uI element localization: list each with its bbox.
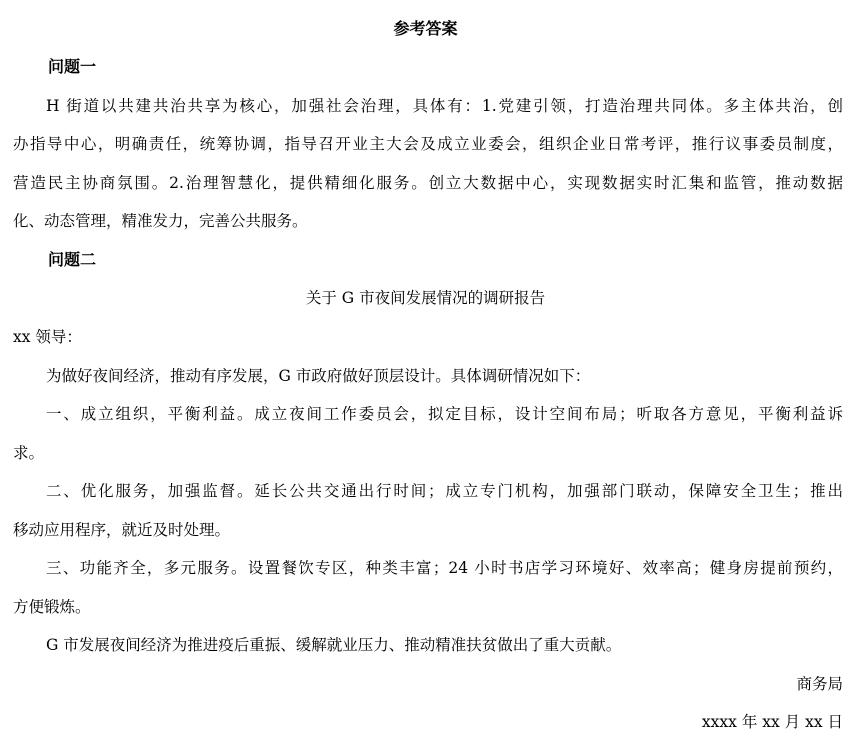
point-three-line: 方便锻炼。: [13, 598, 91, 616]
point-one-line: 求。: [13, 444, 45, 462]
document-title: 参考答案: [393, 19, 458, 38]
salutation: xx 领导：: [13, 328, 82, 346]
signature: 商务局: [796, 675, 843, 693]
q1-paragraph-line: 营造民主协商氛围。2.治理智慧化，提供精细化服务。创立大数据中心，实现数据实时汇集和监管，推动数据: [13, 174, 843, 192]
point-two-line: 二、优化服务，加强监督。延长公共交通出行时间；成立专门机构，加强部门联动，保障安全卫生；推出: [46, 482, 843, 500]
report-date: xxxx 年 xx 月 xx 日: [701, 713, 843, 731]
point-one-line: 一、成立组织，平衡利益。成立夜间工作委员会，拟定目标，设计空间布局；听取各方意见，平衡利益诉: [46, 405, 843, 423]
q1-paragraph-line: H 街道以共建共治共享为核心，加强社会治理，具体有：1.党建引领，打造治理共同体。多主体共治，创: [46, 97, 843, 115]
report-conclusion: G 市发展夜间经济为推进疫后重振、缓解就业压力、推动精准扶贫做出了重大贡献。: [46, 636, 622, 654]
point-three-line: 三、功能齐全，多元服务。设置餐饮专区，种类丰富；24 小时书店学习环境好、效率高；健身房提前预约，: [46, 559, 843, 577]
q1-paragraph-line: 办指导中心，明确责任，统筹协调，指导召开业主大会及成立业委会，组织企业日常考评，推行议事委员制度，: [13, 135, 843, 153]
q1-paragraph-line: 化、动态管理，精准发力，完善公共服务。: [13, 212, 308, 230]
report-title: 关于 G 市夜间发展情况的调研报告: [305, 289, 546, 307]
question-one-heading: 问题一: [48, 57, 97, 76]
question-two-heading: 问题二: [48, 250, 97, 269]
report-intro: 为做好夜间经济，推动有序发展，G 市政府做好顶层设计。具体调研情况如下：: [46, 367, 591, 385]
point-two-line: 移动应用程序，就近及时处理。: [13, 521, 231, 539]
